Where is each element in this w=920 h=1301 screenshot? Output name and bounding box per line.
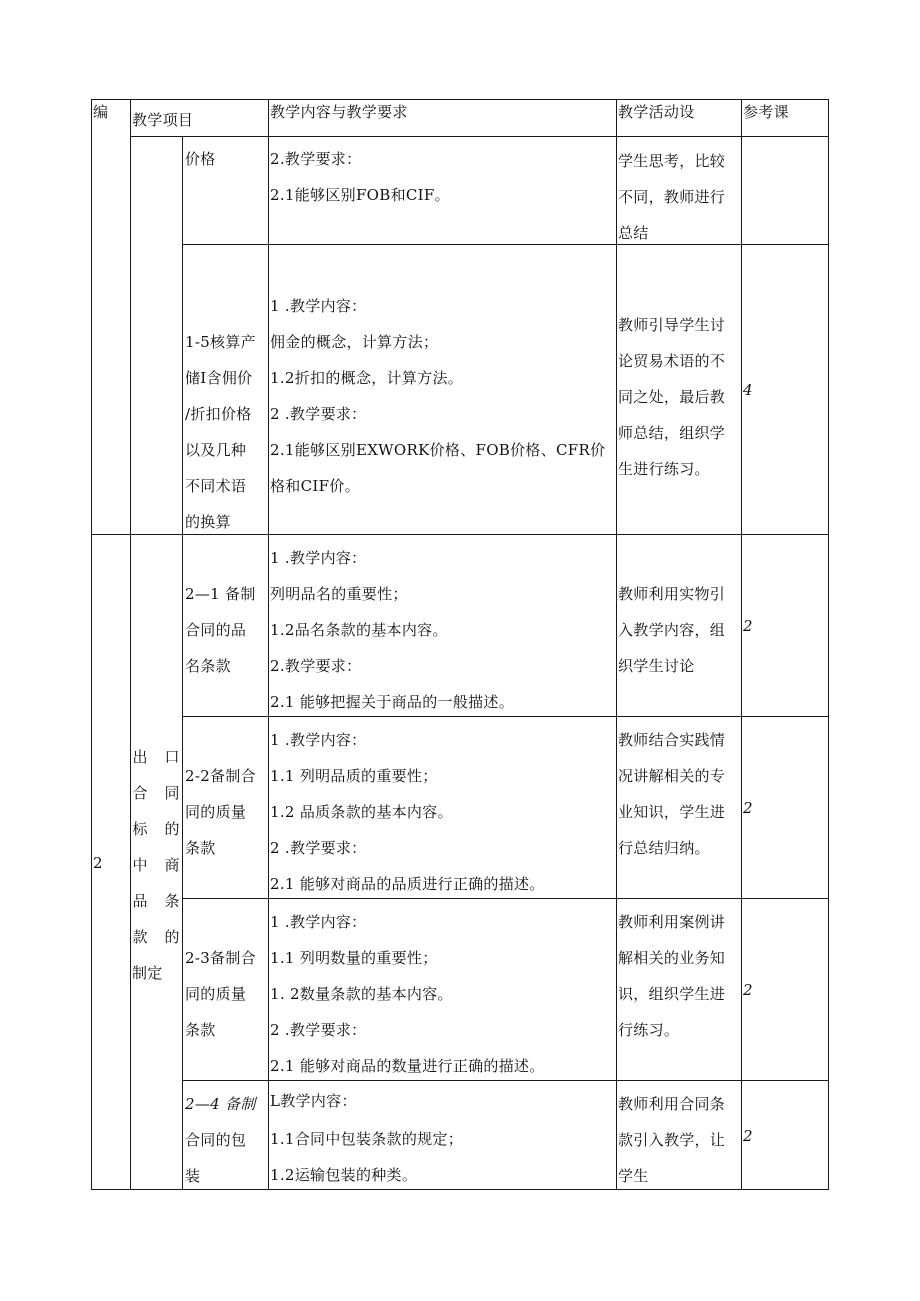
grid-line xyxy=(182,136,183,1189)
content-line: 列明品名的重要性； xyxy=(270,585,408,603)
grid-line xyxy=(91,1189,829,1190)
activity-line: 织学生讨论 xyxy=(618,657,695,675)
content-line: 佣金的概念，计算方法； xyxy=(270,333,439,351)
project-item: 2—4 备制 xyxy=(185,1095,256,1113)
group-title-char: 同 xyxy=(164,784,180,802)
content-line: 1 .教学内容： xyxy=(270,731,367,749)
grid-line xyxy=(828,99,829,1189)
content-line: 1. 2数量条款的基本内容。 xyxy=(270,985,453,1003)
project-item: 的换算 xyxy=(185,513,231,531)
content-line: 2.1 能够对商品的品质进行正确的描述。 xyxy=(270,875,545,893)
activity-line: 业知识，学生进 xyxy=(618,803,726,821)
group-title-char: 条 xyxy=(164,892,180,910)
content-line: 2.1 能够对商品的数量进行正确的描述。 xyxy=(270,1057,545,1075)
grid-line xyxy=(182,716,829,717)
project-item: 合同的品 xyxy=(185,621,247,639)
group-title-char: 口 xyxy=(164,748,180,766)
activity-line: 行总结归纳。 xyxy=(618,839,710,857)
content-line: 2 .教学要求： xyxy=(270,1021,367,1039)
content-line: 1.2折扣的概念，计算方法。 xyxy=(270,369,464,387)
project-item: 同的质量 xyxy=(185,803,247,821)
project-item: 合同的包 xyxy=(185,1131,247,1149)
activity-line: 总结 xyxy=(618,224,649,242)
group-title-char: 中 xyxy=(132,856,148,874)
project-item: 条款 xyxy=(185,1021,216,1039)
grid-line xyxy=(130,99,131,1189)
grid-line xyxy=(182,244,829,245)
project-item: /折扣价格 xyxy=(185,405,252,423)
content-line: L教学内容： xyxy=(270,1092,357,1110)
reference-hours: 2 xyxy=(743,617,753,635)
content-line: 1.2品名条款的基本内容。 xyxy=(270,621,448,639)
content-line: 格和CIF价。 xyxy=(270,477,360,495)
content-line: 2.1能够区别EXWORK价格、FOB价格、CFR价 xyxy=(270,441,606,459)
group-title-char: 合 xyxy=(132,784,148,802)
content-line: 2 .教学要求： xyxy=(270,405,367,423)
content-line: 1.1 列明数量的重要性； xyxy=(270,949,438,967)
activity-line: 师总结，组织学 xyxy=(618,424,726,442)
reference-hours: 4 xyxy=(743,381,753,399)
header-reference-hours: 参考课 xyxy=(743,103,789,121)
activity-line: 款引入教学，让 xyxy=(618,1131,726,1149)
project-item: 条款 xyxy=(185,839,216,857)
content-line: 1.2 品质条款的基本内容。 xyxy=(270,803,453,821)
content-line: 1 .教学内容： xyxy=(270,913,367,931)
activity-line: 教师引导学生讨 xyxy=(618,316,726,334)
project-item: 2—1 备制 xyxy=(185,585,256,603)
group-title-char: 的 xyxy=(164,928,180,946)
content-line: 2.1 能够把握关于商品的一般描述。 xyxy=(270,693,515,711)
group-number: 2 xyxy=(93,854,103,872)
project-item: 1-5核算产 xyxy=(185,333,256,351)
grid-line xyxy=(91,534,829,535)
activity-line: 同之处，最后教 xyxy=(618,388,726,406)
activity-line: 教师利用合同条 xyxy=(618,1095,726,1113)
content-line: 2.教学要求： xyxy=(270,657,362,675)
grid-line xyxy=(616,99,617,1189)
project-item: 价格 xyxy=(185,150,216,168)
project-item: 以及几种 xyxy=(185,441,247,459)
content-line: 1.2运输包装的种类。 xyxy=(270,1166,418,1184)
grid-line xyxy=(91,99,829,100)
group-title-char: 出 xyxy=(132,748,148,766)
project-item: 同的质量 xyxy=(185,985,247,1003)
content-line: 1 .教学内容： xyxy=(270,549,367,567)
activity-line: 论贸易术语的不 xyxy=(618,352,726,370)
activity-line: 教师利用实物引 xyxy=(618,585,726,603)
activity-line: 解相关的业务知 xyxy=(618,949,726,967)
project-item: 不同术语 xyxy=(185,477,247,495)
activity-line: 学生 xyxy=(618,1167,649,1185)
project-item: 2-3备制合 xyxy=(185,949,256,967)
content-line: 1.1合同中包装条款的规定； xyxy=(270,1130,464,1148)
content-line: 1.1 列明品质的重要性； xyxy=(270,767,438,785)
group-title-end: 制定 xyxy=(132,964,163,982)
activity-line: 教师结合实践情 xyxy=(618,731,726,749)
project-item: 储I含佣价 xyxy=(185,369,253,387)
header-content: 教学内容与教学要求 xyxy=(270,103,408,121)
grid-line xyxy=(268,99,269,1189)
activity-line: 识，组织学生进 xyxy=(618,985,726,1003)
activity-line: 入教学内容，组 xyxy=(618,621,726,639)
project-item: 2-2备制合 xyxy=(185,767,256,785)
group-title-char: 商 xyxy=(164,856,180,874)
project-item: 名条款 xyxy=(185,657,231,675)
group-title-char: 品 xyxy=(132,892,148,910)
project-item: 装 xyxy=(185,1167,201,1185)
header-number: 编 xyxy=(93,103,109,121)
content-line: 2 .教学要求： xyxy=(270,839,367,857)
reference-hours: 2 xyxy=(743,1127,753,1145)
group-title-char: 标 xyxy=(132,820,148,838)
activity-line: 生进行练习。 xyxy=(618,460,710,478)
grid-line xyxy=(182,1080,829,1081)
activity-line: 行练习。 xyxy=(618,1021,680,1039)
content-line: 2.1能够区别FOB和CIF。 xyxy=(270,186,450,204)
header-activity: 教学活动设 xyxy=(618,103,695,121)
activity-line: 况讲解相关的专 xyxy=(618,767,726,785)
reference-hours: 2 xyxy=(743,981,753,999)
activity-line: 学生思考，比较 xyxy=(618,152,726,170)
grid-line xyxy=(91,99,92,1189)
activity-line: 教师利用案例讲 xyxy=(618,913,726,931)
content-line: 1 .教学内容： xyxy=(270,297,367,315)
reference-hours: 2 xyxy=(743,799,753,817)
grid-line xyxy=(182,898,829,899)
grid-line xyxy=(741,99,742,1189)
activity-line: 不同，教师进行 xyxy=(618,188,726,206)
group-title-char: 款 xyxy=(132,928,148,946)
grid-line xyxy=(130,136,829,137)
header-project: 教学项目 xyxy=(132,111,194,129)
group-title-char: 的 xyxy=(164,820,180,838)
content-line: 2.教学要求： xyxy=(270,150,362,168)
